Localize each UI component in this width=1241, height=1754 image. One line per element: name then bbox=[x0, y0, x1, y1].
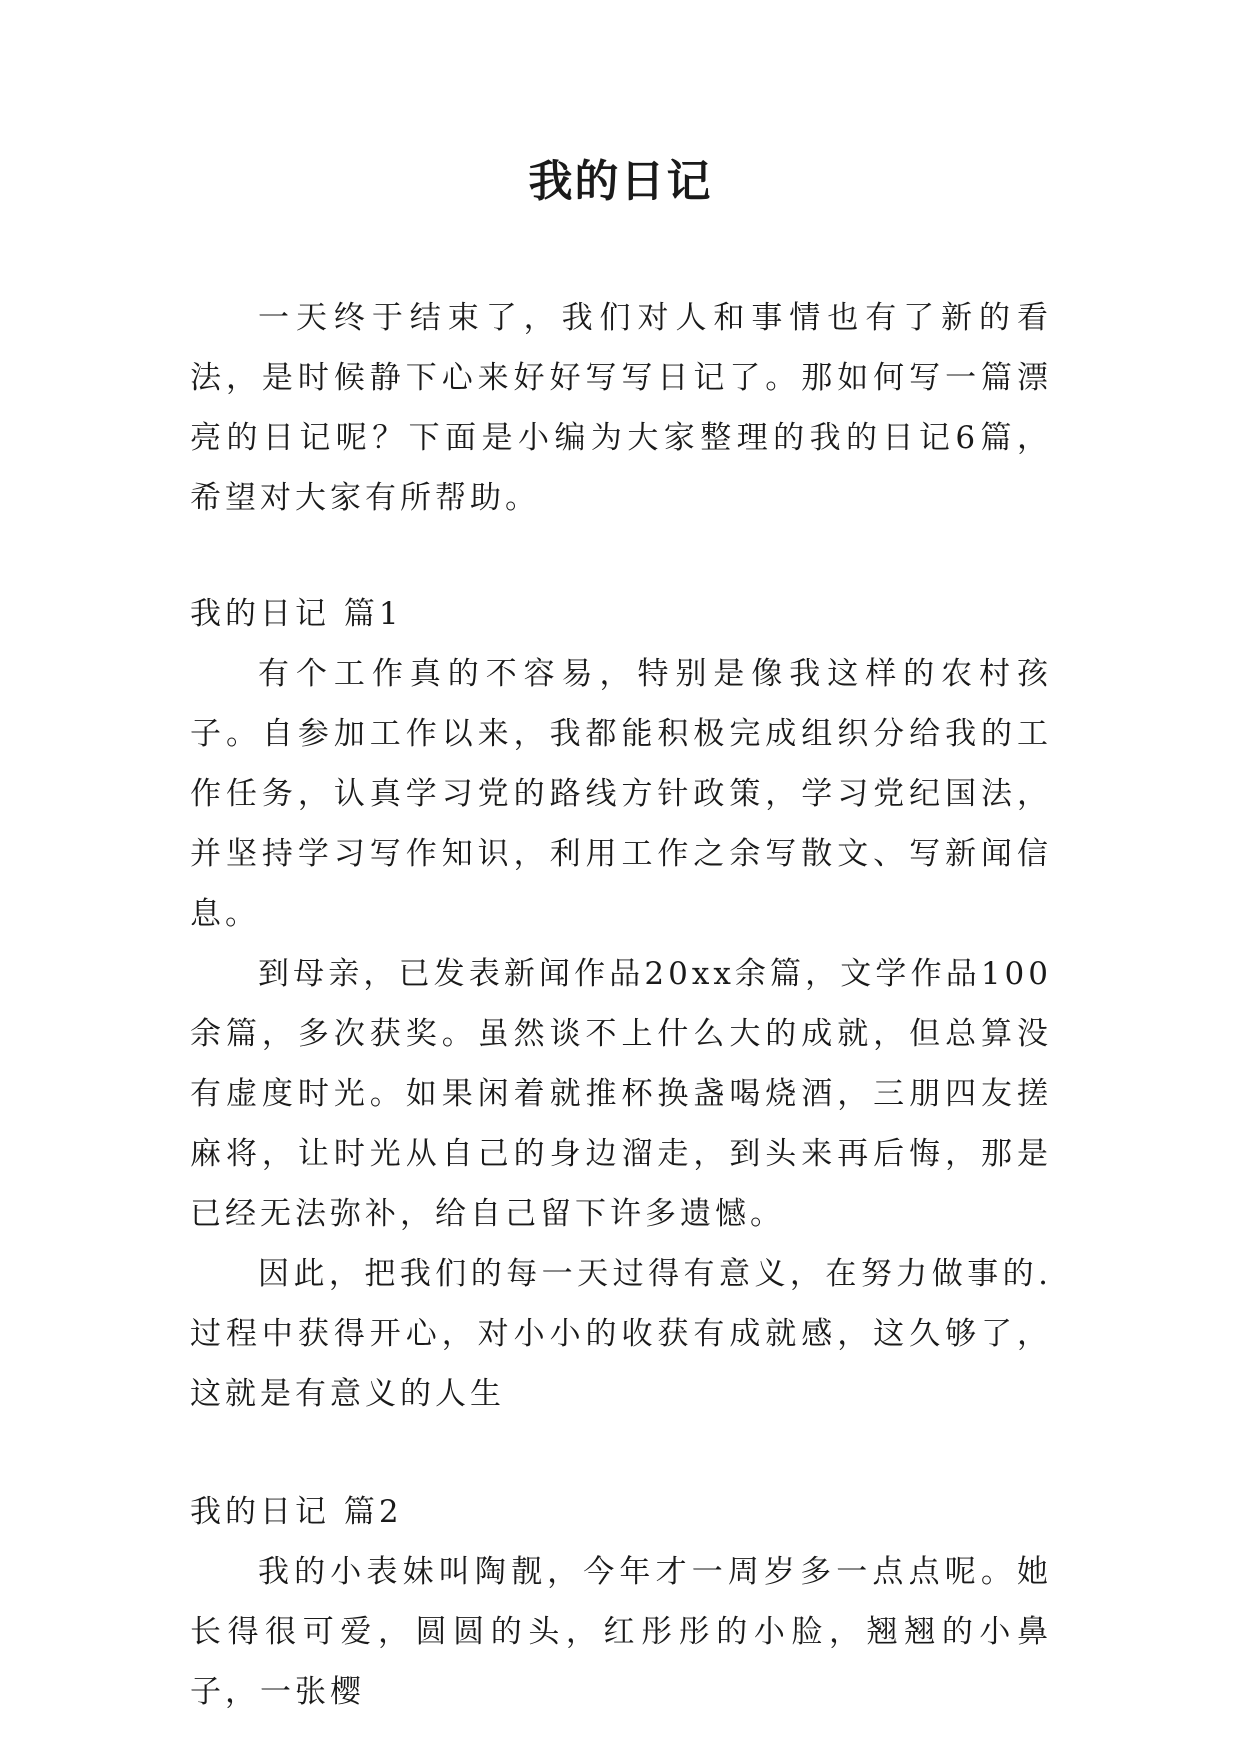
document-title: 我的日记 bbox=[528, 156, 713, 207]
section-paragraph: 有个工作真的不容易，特别是像我这样的农村孩子。自参加工作以来，我都能积极完成组织分给我的工作任务，认真学习党的路线方针政策，学习党纪国法，并坚持学习写作知识，利用工作之余写散文、写新闻信息。 bbox=[190, 656, 1052, 932]
spacer bbox=[190, 528, 1052, 584]
section-paragraph: 我的小表妹叫陶靓，今年才一周岁多一点点呢。她长得很可爱，圆圆的头，红彤彤的小脸，翘翘的小鼻子，一张樱 bbox=[190, 1554, 1052, 1710]
section-paragraph: 到母亲，已发表新闻作品20xx余篇，文学作品100余篇，多次获奖。虽然谈不上什么大的成就，但总算没有虚度时光。如果闲着就推杯换盏喝烧酒，三朋四友搓麻将，让时光从自己的身边溜走，到头来再后悔，那是已经无法弥补，给自己留下许多遗憾。 bbox=[190, 956, 1052, 1232]
section-heading: 我的日记 篇1 bbox=[190, 596, 403, 632]
section-paragraph: 因此，把我们的每一天过得有意义，在努力做事的.过程中获得开心，对小小的收获有成就感，这久够了，这就是有意义的人生 bbox=[190, 1256, 1052, 1412]
intro-paragraph: 一天终于结束了，我们对人和事情也有了新的看法，是时候静下心来好好写写日记了。那如何写一篇漂亮的日记呢？下面是小编为大家整理的我的日记6篇，希望对大家有所帮助。 bbox=[190, 300, 1052, 516]
document-body bbox=[190, 288, 1052, 1722]
section-heading: 我的日记 篇2 bbox=[190, 1494, 403, 1530]
spacer bbox=[190, 1424, 1052, 1482]
